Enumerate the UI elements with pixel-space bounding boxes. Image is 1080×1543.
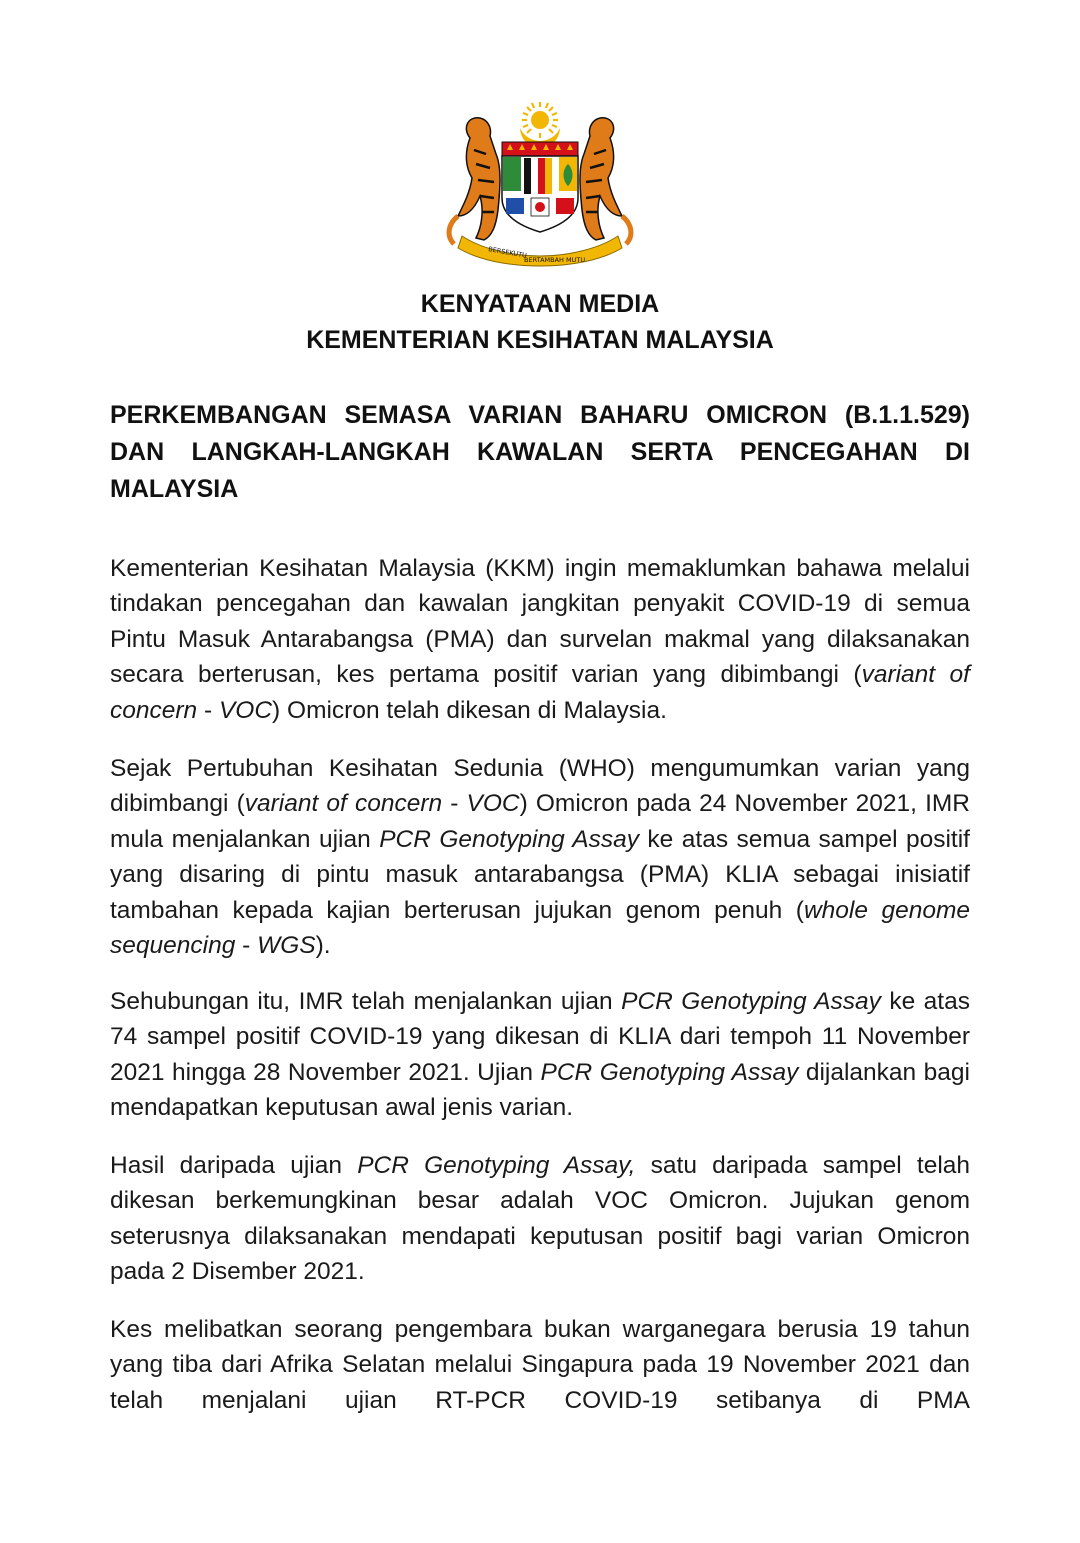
paragraph-2 [110,751,970,964]
p5-text-a: Kes melibatkan seorang pengembara bukan warganegara berusia 19 tahun yang tiba dari Afrika Selatan melalui Singapura pada 19 November 2021 dan telah menjalani ujian RT-PCR COVID-19 setibanya di PMA [110,1315,970,1414]
p3-italic-1: PCR Genotyping Assay [621,987,881,1015]
scroll-left-text: BERSEKUTU [487,245,528,260]
statement-title [110,397,970,508]
p1-italic-1: variant of concern [110,661,970,724]
p1-text-c: ) Omicron telah dikesan di Malaysia. [272,696,667,724]
p1-text-a: Kementerian Kesihatan Malaysia (KKM) ingin memaklumkan bahawa melalui tindakan pencegahan dan kawalan jangkitan penyakit COVID-19 di semua Pintu Masuk Antarabangsa (PMA) dan survelan makmal yang dilaksanakan secara berterusan, kes pertama positif varian yang dibimbangi ( [110,554,970,688]
paragraph-4 [110,1148,970,1290]
p1-text-b: - [197,696,219,724]
paragraph-1 [110,551,970,729]
p3-text-a: Sehubungan itu, IMR telah menjalankan ujian [110,987,622,1015]
coat-of-arms-icon [440,98,640,268]
paragraph-5 [110,1312,970,1419]
p3-text-b: ke atas 74 sampel positif COVID-19 yang dikesan di KLIA dari tempoh 11 November 2021 hingga 28 November 2021. Ujian [110,987,970,1086]
coat-of-arms-emblem [440,98,640,268]
header-line-1: KENYATAAN MEDIA [420,290,660,318]
p2-text-c: ) Omicron pada 24 November 2021, IMR mula menjalankan ujian [110,790,970,853]
p2-italic-2: VOC [466,790,520,817]
p2-italic-4: whole genome sequencing [110,896,971,959]
p4-text-b: satu daripada sampel telah dikesan berkemungkinan besar adalah VOC Omicron. Jujukan genom seterusnya dilaksanakan mendapati keputusan positif bagi varian Omicron pada 2 Disember 2021. [110,1151,971,1285]
scroll-center-text: BERTAMBAH MUTU [524,256,586,264]
p3-italic-2: PCR Genotyping Assay [540,1058,799,1086]
p2-text-e: - [235,932,258,959]
p2-text-a: Sejak Pertubuhan Kesihatan Sedunia (WHO) mengumumkan varian yang dibimbangi ( [110,754,970,817]
p2-italic-3: PCR Genotyping Assay [379,825,639,853]
p2-text-d: ke atas semua sampel positif yang disaring di pintu masuk antarabangsa (PMA) KLIA sebagai inisiatif tambahan kepada kajian berterusan jujukan genom penuh ( [110,825,970,924]
p2-italic-1: variant of concern [244,790,443,817]
motto-scroll-icon [458,236,622,266]
p2-text-f: ). [315,932,331,959]
title-line-3: MALAYSIA [110,475,239,503]
title-line-1: PERKEMBANGAN SEMASA VARIAN BAHARU OMICRON (B.1.1.529) [110,401,970,429]
media-statement-header [0,286,1080,358]
federal-star-icon [520,102,560,148]
paragraph-3 [110,984,970,1126]
p1-italic-2: VOC [218,696,273,724]
p2-text-b: - [442,790,467,817]
shield-icon [502,142,578,232]
p3-text-c: dijalankan bagi mendapatkan keputusan awal jenis varian. [110,1058,970,1121]
p2-italic-5: WGS [257,932,316,959]
p4-text-a: Hasil daripada ujian [110,1151,358,1179]
title-line-2: DAN LANGKAH-LANGKAH KAWALAN SERTA PENCEGAHAN DI [110,438,970,466]
header-line-2: KEMENTERIAN KESIHATAN MALAYSIA [306,326,774,354]
p4-italic-1: PCR Genotyping Assay, [357,1151,636,1179]
left-tiger-icon [449,118,500,244]
right-tiger-icon [580,118,631,244]
